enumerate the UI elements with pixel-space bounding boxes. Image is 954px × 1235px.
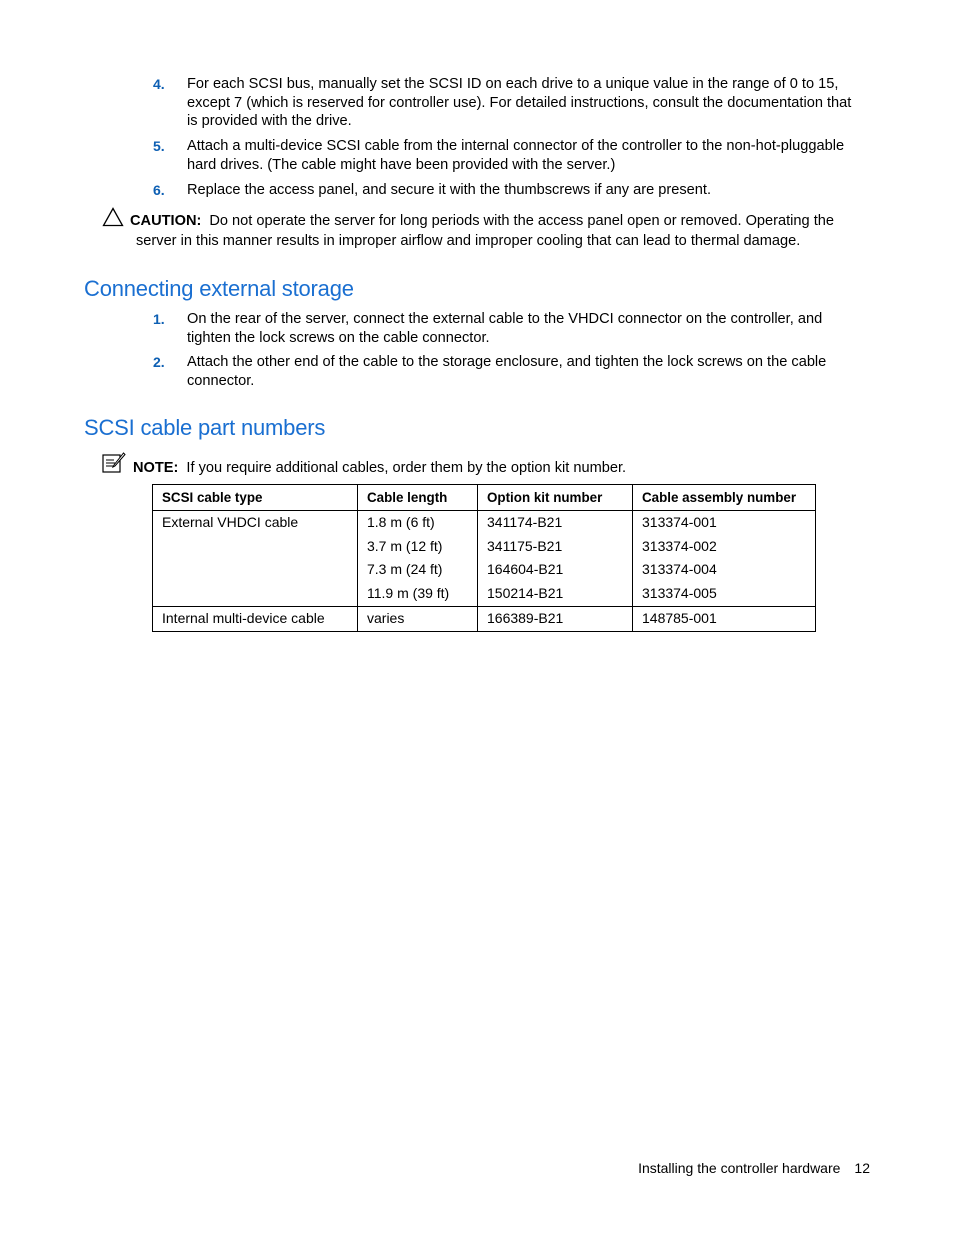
step-text: For each SCSI bus, manually set the SCSI ID on each drive to a unique value in the range of 0 to 15, except 7 (which is reserved for controller use). For detailed instructions, consult the documentation that is provided with the drive. (187, 76, 852, 130)
cable-length: 11.9 m (39 ft) (367, 584, 450, 601)
step-text: Replace the access panel, and secure it with the thumbscrews if any are present. (187, 182, 712, 198)
step-number: 5. (153, 138, 165, 154)
option-kit-number: 150214-B21 (487, 584, 564, 601)
page-footer (600, 1158, 870, 1178)
caution-text-block (130, 211, 868, 251)
table-row (153, 607, 816, 632)
column-header: Cable length (358, 485, 478, 511)
step-text: Attach the other end of the cable to the storage enclosure, and tighten the lock screws on the cable connector. (187, 354, 827, 389)
cable-length: 1.8 m (6 ft) (367, 514, 435, 530)
column-header: SCSI cable type (153, 485, 358, 511)
note-text: If you require additional cables, order them by the option kit number. (186, 460, 627, 476)
note-pad-icon (102, 452, 126, 479)
warning-triangle-icon (102, 207, 124, 232)
step-text: On the rear of the server, connect the external cable to the VHDCI connector on the controller, and tighten the lock screws on the cable connector. (187, 311, 823, 346)
option-kit-number: 164604-B21 (487, 561, 564, 577)
scsi-cable-table (152, 484, 816, 632)
step-number: 1. (153, 311, 165, 327)
column-header: Cable assembly number (633, 485, 816, 511)
cable-assembly-cell (633, 511, 816, 607)
step-text: Attach a multi-device SCSI cable from the internal connector of the controller to the non-hot-pluggable hard drives. (The cable might have been provided with the server.) (187, 138, 845, 173)
cable-length: 7.3 m (24 ft) (367, 561, 443, 577)
step-number: 2. (153, 354, 165, 370)
table-row (153, 511, 816, 607)
step-number: 6. (153, 182, 165, 198)
caution-text: Do not operate the server for long periods with the access panel open or removed. Operating the server in this manner results in improper airflow and improper cooling that can lead to thermal damage. (136, 213, 834, 249)
note-text-block (133, 458, 873, 478)
cable-length: 3.7 m (12 ft) (367, 537, 443, 554)
cable-assembly-cell: 148785-001 (633, 607, 816, 632)
column-header: Option kit number (478, 485, 633, 511)
option-kit-number: 341175-B21 (487, 537, 563, 554)
option-kit-cell (478, 511, 633, 607)
option-kit-number: 341174-B21 (487, 514, 563, 530)
table-header-row (153, 485, 816, 511)
step-number: 4. (153, 76, 165, 92)
section-heading-connecting-external-storage: Connecting external storage (84, 276, 354, 301)
cable-length-cell (358, 511, 478, 607)
cable-type-cell: External VHDCI cable (153, 511, 358, 607)
cable-assembly-number: 313374-005 (642, 584, 717, 601)
cable-assembly-number: 313374-001 (642, 514, 717, 530)
note-label: NOTE: (133, 460, 179, 476)
section-heading-scsi-cable-part-numbers: SCSI cable part numbers (84, 415, 326, 440)
option-kit-cell: 166389-B21 (478, 607, 633, 632)
cable-assembly-number: 313374-002 (642, 537, 717, 554)
cable-type-cell: Internal multi-device cable (153, 607, 358, 632)
page-number: 12 (854, 1160, 870, 1176)
caution-label: CAUTION: (130, 213, 202, 229)
cable-assembly-number: 313374-004 (642, 561, 717, 577)
cable-length-cell: varies (358, 607, 478, 632)
footer-section-title: Installing the controller hardware (638, 1160, 841, 1176)
